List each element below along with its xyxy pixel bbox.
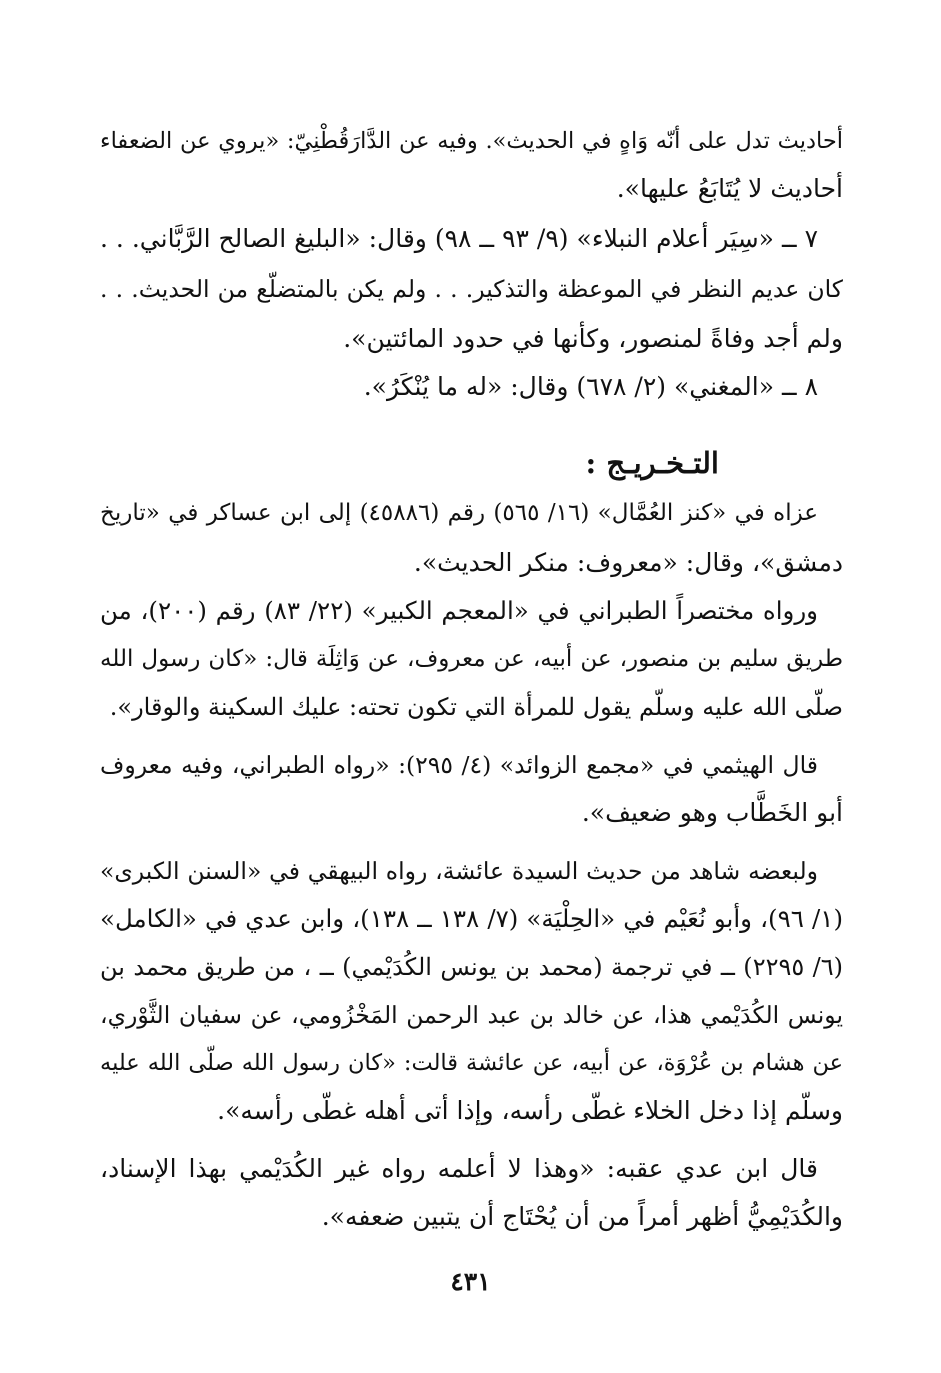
paragraph-line: ولبعضه شاهد من حديث السيدة عائشة، رواه البيهقي في «السنن الكبرى» (100, 857, 818, 885)
paragraph-line: والكُدَيْمِيُّ أظهر أمراً من أن يُحْتَاج أن يتبين ضعفه». (321, 1202, 843, 1231)
paragraph-line: أبو الخَطَّاب وهو ضعيف». (581, 798, 843, 827)
note-line: ولم أجد وفاةً لمنصور، وكأنها في حدود المائتين». (343, 324, 843, 353)
note-line: أحاديث تدل على أنّه وَاهٍ في الحديث». وفيه عن الدَّارَقُطْنِيّ: «يروي عن الضعفاء (100, 128, 843, 154)
note-line: ٧ ــ «سِيَر أعلام النبلاء» (٩/ ٩٣ ــ ٩٨) وقال: «البليغ الصالح الرَّبَّاني. . . (100, 224, 818, 253)
section-heading: التـخـريـج : (585, 446, 719, 480)
paragraph-line: ورواه مختصراً الطبراني في «المعجم الكبير» (٢٢/ ٨٣) رقم (٢٠٠)، من (100, 596, 818, 625)
paragraph-line: قال ابن عدي عقبه: «وهذا لا أعلمه رواه غير الكُدَيْمي بهذا الإسناد، (100, 1154, 818, 1183)
note-line: أحاديث لا يُتَابَعُ عليها». (616, 174, 843, 203)
paragraph-line: طريق سليم بن منصور، عن أبيه، عن معروف، عن وَاثِلَة قال: «كان رسول الله (100, 646, 843, 672)
note-line: ٨ ــ «المغني» (٢/ ٦٧٨) وقال: «له ما يُنْكَرُ». (363, 372, 818, 401)
paragraph-line: يونس الكُدَيْمي هذا، عن خالد بن عبد الرحمن المَخْزُومي، عن سفيان الثَّوْري، (100, 1001, 843, 1029)
page-number: ٤٣١ (450, 1267, 491, 1296)
paragraph-line: عن هشام بن عُرْوَة، عن أبيه، عن عائشة قالت: «كان رسول الله صلّى الله عليه (100, 1050, 843, 1076)
paragraph-line: دمشق»، وقال: «معروف: منكر الحديث». (413, 548, 843, 577)
paragraph-line: عزاه في «كنز العُمَّال» (١٦/ ٥٦٥) رقم (٤٥٨٨٦) إلى ابن عساكر في «تاريخ (100, 500, 818, 526)
paragraph-line: (١/ ٩٦)، وأبو نُعَيْم في «الحِلْيَة» (٧/ ١٣٨ ــ ١٣٨)، وابن عدي في «الكامل» (100, 904, 843, 933)
note-line: كان عديم النظر في الموعظة والتذكير. . . ولم يكن بالمتضلّع من الحديث. . . (100, 275, 843, 303)
paragraph-line: وسلّم إذا دخل الخلاء غطّى رأسه، وإذا أتى أهله غطّى رأسه». (217, 1096, 843, 1125)
paragraph-line: صلّى الله عليه وسلّم يقول للمرأة التي تكون تحته: عليك السكينة والوقار». (109, 693, 843, 721)
paragraph-line: قال الهيثمي في «مجمع الزوائد» (٤/ ٢٩٥): «رواه الطبراني، وفيه معروف (100, 751, 818, 779)
paragraph-line: (٦/ ٢٢٩٥) ــ في ترجمة (محمد بن يونس الكُدَيْمي) ــ ، من طريق محمد بن (100, 953, 843, 981)
